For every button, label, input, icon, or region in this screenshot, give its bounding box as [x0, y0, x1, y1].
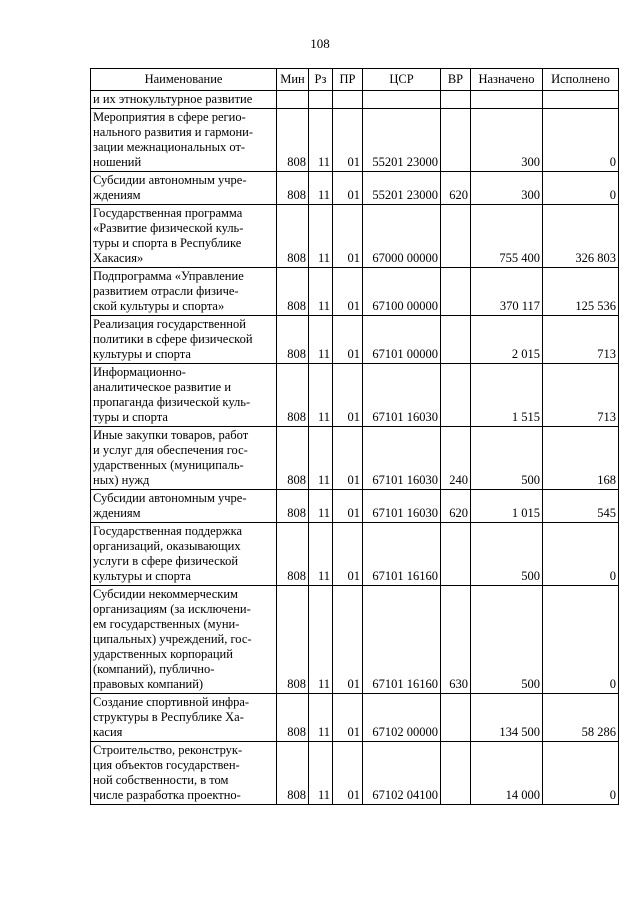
cell-name: Подпрограмма «Управление развитием отрасли физиче- ской культуры и спорта»	[91, 268, 277, 316]
cell-name: Государственная поддержка организаций, оказывающих услуги в сфере физической культуры и спорта	[91, 523, 277, 586]
cell-name: Информационно- аналитическое развитие и пропаганда физической куль- туры и спорта	[91, 364, 277, 427]
cell-rz: 11	[309, 427, 333, 490]
cell-executed: 545	[543, 490, 619, 523]
cell-min: 808	[277, 316, 309, 364]
cell-csr: 67101 16030	[363, 490, 441, 523]
cell-vr	[441, 268, 471, 316]
cell-rz: 11	[309, 523, 333, 586]
cell-vr	[441, 523, 471, 586]
table-row	[91, 694, 619, 742]
cell-min: 808	[277, 364, 309, 427]
cell-csr: 67101 16160	[363, 523, 441, 586]
cell-name: Реализация государственной политики в сфере физической культуры и спорта	[91, 316, 277, 364]
cell-pr: 01	[333, 742, 363, 805]
table-row	[91, 523, 619, 586]
cell-min: 808	[277, 268, 309, 316]
cell-csr: 55201 23000	[363, 109, 441, 172]
cell-csr: 67102 04100	[363, 742, 441, 805]
cell-pr: 01	[333, 205, 363, 268]
page-number: 108	[310, 36, 330, 51]
cell-rz: 11	[309, 490, 333, 523]
cell-pr: 01	[333, 490, 363, 523]
continuation-row	[91, 91, 619, 109]
cell-name: Государственная программа «Развитие физической куль- туры и спорта в Республике Хакасия»	[91, 205, 277, 268]
cell-assigned: 134 500	[471, 694, 543, 742]
table-row	[91, 268, 619, 316]
cell-pr: 01	[333, 172, 363, 205]
header-min: Мин	[277, 69, 309, 91]
cell-executed: 58 286	[543, 694, 619, 742]
cell-csr: 67101 16030	[363, 364, 441, 427]
cell-assigned: 500	[471, 586, 543, 694]
header-row	[91, 69, 619, 91]
cell-name: Субсидии автономным учре- ждениям	[91, 490, 277, 523]
cell-executed: 125 536	[543, 268, 619, 316]
cell-name: Создание спортивной инфра- структуры в Республике Ха- касия	[91, 694, 277, 742]
cell-min: 808	[277, 109, 309, 172]
cell-assigned: 300	[471, 109, 543, 172]
cell-assigned: 1 015	[471, 490, 543, 523]
header-vr: ВР	[441, 69, 471, 91]
cell-min: 808	[277, 205, 309, 268]
cell-name: Субсидии некоммерческим организациям (за исключени- ем государственных (муни- ципальных) учреждений, гос- ударственных корпораций (компаний), публично- правовых компаний)	[91, 586, 277, 694]
header-assigned: Назначено	[471, 69, 543, 91]
header-rz: Рз	[309, 69, 333, 91]
cell-csr: 67101 16030	[363, 427, 441, 490]
table-row	[91, 109, 619, 172]
header-pr: ПР	[333, 69, 363, 91]
cell-vr	[441, 694, 471, 742]
cell-executed: 326 803	[543, 205, 619, 268]
cell-vr	[441, 205, 471, 268]
cell-rz: 11	[309, 364, 333, 427]
cell-name: Строительство, реконструк- ция объектов государствен- ной собственности, в том числе разработка проектно-	[91, 742, 277, 805]
table-row	[91, 586, 619, 694]
cell-rz: 11	[309, 586, 333, 694]
cell-pr: 01	[333, 523, 363, 586]
cell-rz: 11	[309, 172, 333, 205]
cell-name: Иные закупки товаров, работ и услуг для обеспечения гос- ударственных (муниципаль- ных) нужд	[91, 427, 277, 490]
table-row	[91, 427, 619, 490]
table-row	[91, 205, 619, 268]
header-name: Наименование	[91, 69, 277, 91]
cell-name: Мероприятия в сфере регио- нального развития и гармони- зации межнациональных от- ношений	[91, 109, 277, 172]
cell-min: 808	[277, 427, 309, 490]
cell-vr: 240	[441, 427, 471, 490]
cell-rz: 11	[309, 268, 333, 316]
cell-pr: 01	[333, 364, 363, 427]
cell-assigned: 1 515	[471, 364, 543, 427]
cell-min: 808	[277, 586, 309, 694]
cell-rz: 11	[309, 205, 333, 268]
cell-csr: 67102 00000	[363, 694, 441, 742]
table-row	[91, 316, 619, 364]
cell-min: 808	[277, 742, 309, 805]
cell-csr: 67000 00000	[363, 205, 441, 268]
cell-rz: 11	[309, 742, 333, 805]
cell-pr: 01	[333, 268, 363, 316]
cell-assigned: 14 000	[471, 742, 543, 805]
continuation-text: и их этнокультурное развитие	[91, 91, 277, 109]
cell-vr: 630	[441, 586, 471, 694]
cell-rz: 11	[309, 109, 333, 172]
budget-table	[90, 68, 619, 805]
header-csr: ЦСР	[363, 69, 441, 91]
cell-pr: 01	[333, 109, 363, 172]
cell-executed: 713	[543, 364, 619, 427]
cell-pr: 01	[333, 586, 363, 694]
cell-vr	[441, 109, 471, 172]
cell-min: 808	[277, 172, 309, 205]
cell-executed: 168	[543, 427, 619, 490]
header-executed: Исполнено	[543, 69, 619, 91]
cell-assigned: 370 117	[471, 268, 543, 316]
cell-rz: 11	[309, 694, 333, 742]
cell-vr	[441, 364, 471, 427]
cell-csr: 67101 16160	[363, 586, 441, 694]
cell-pr: 01	[333, 694, 363, 742]
cell-assigned: 500	[471, 523, 543, 586]
cell-min: 808	[277, 523, 309, 586]
cell-assigned: 755 400	[471, 205, 543, 268]
cell-min: 808	[277, 694, 309, 742]
cell-executed: 713	[543, 316, 619, 364]
cell-vr: 620	[441, 172, 471, 205]
cell-executed: 0	[543, 742, 619, 805]
cell-executed: 0	[543, 586, 619, 694]
cell-assigned: 300	[471, 172, 543, 205]
cell-csr: 67101 00000	[363, 316, 441, 364]
table-row	[91, 490, 619, 523]
cell-csr: 55201 23000	[363, 172, 441, 205]
table-row	[91, 742, 619, 805]
cell-vr	[441, 316, 471, 364]
cell-assigned: 2 015	[471, 316, 543, 364]
cell-csr: 67100 00000	[363, 268, 441, 316]
table-row	[91, 172, 619, 205]
cell-executed: 0	[543, 523, 619, 586]
cell-rz: 11	[309, 316, 333, 364]
cell-executed: 0	[543, 172, 619, 205]
cell-name: Субсидии автономным учре- ждениям	[91, 172, 277, 205]
cell-vr	[441, 742, 471, 805]
cell-pr: 01	[333, 427, 363, 490]
cell-min: 808	[277, 490, 309, 523]
cell-assigned: 500	[471, 427, 543, 490]
cell-pr: 01	[333, 316, 363, 364]
cell-executed: 0	[543, 109, 619, 172]
cell-vr: 620	[441, 490, 471, 523]
table-row	[91, 364, 619, 427]
